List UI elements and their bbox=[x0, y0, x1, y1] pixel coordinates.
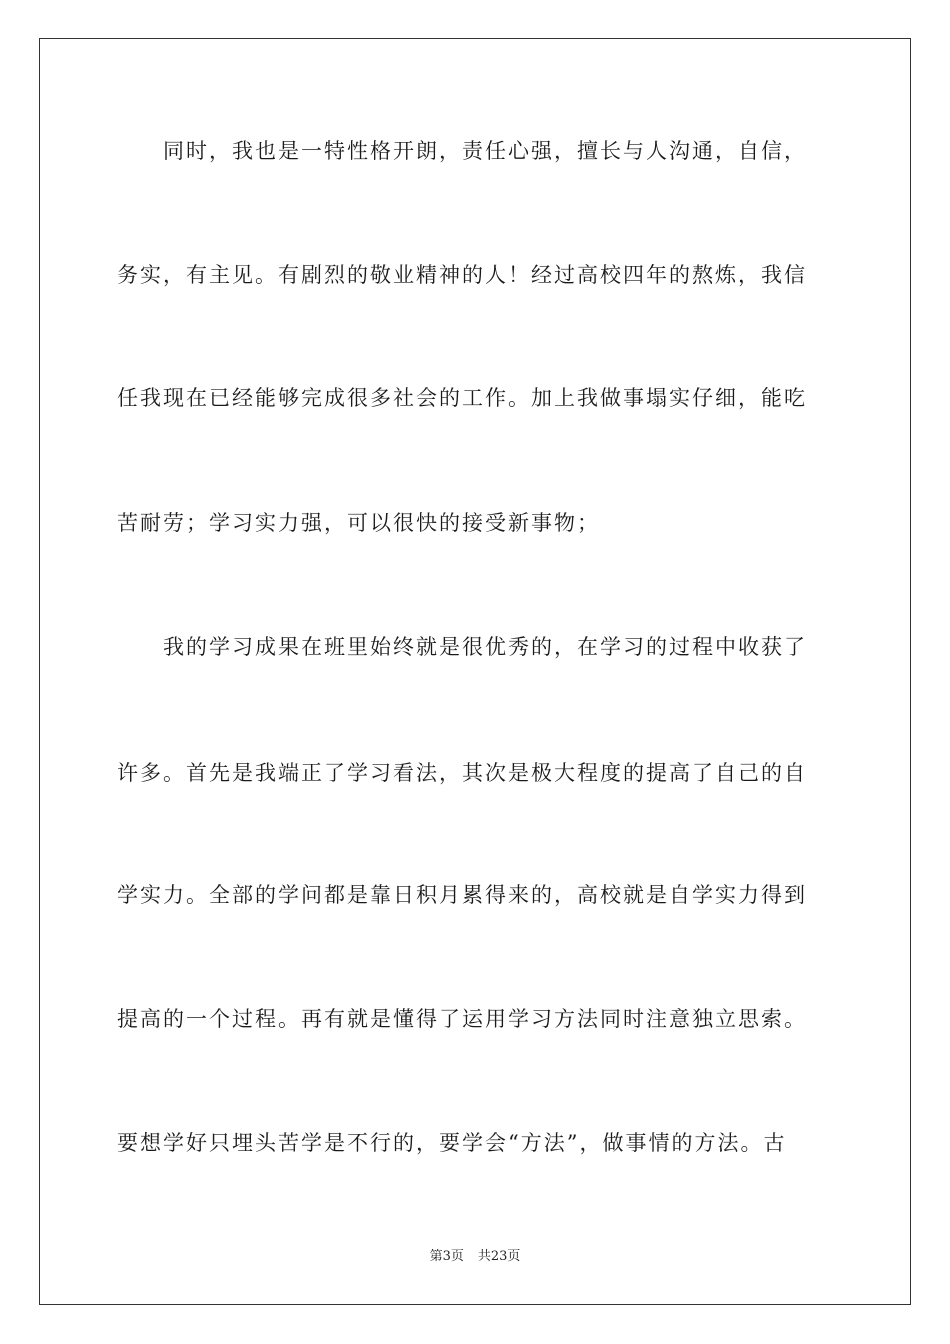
page-footer bbox=[0, 1248, 950, 1266]
body-text-line: 学实力。全部的学问都是靠日积月累得来的，高校就是自学实力得到 bbox=[117, 883, 807, 907]
page-border bbox=[39, 38, 911, 1305]
body-text-line: 任我现在已经能够完成很多社会的工作。加上我做事塌实仔细，能吃 bbox=[117, 386, 807, 410]
body-text-line: 提高的一个过程。再有就是懂得了运用学习方法同时注意独立思索。 bbox=[117, 1007, 807, 1031]
body-text-line: 我的学习成果在班里始终就是很优秀的，在学习的过程中收获了 bbox=[117, 635, 807, 659]
body-text-line: 务实，有主见。有剧烈的敬业精神的人！经过高校四年的熬炼，我信 bbox=[117, 263, 807, 287]
page-number: 第3页 bbox=[429, 1249, 464, 1264]
body-text-line: 要想学好只埋头苦学是不行的，要学会“方法”，做事情的方法。古 bbox=[117, 1131, 787, 1155]
body-text-line: 同时，我也是一特性格开朗，责任心强，擅长与人沟通，自信， bbox=[117, 139, 807, 163]
page-total: 共23页 bbox=[477, 1249, 521, 1264]
body-text-line: 许多。首先是我端正了学习看法，其次是极大程度的提高了自己的自 bbox=[117, 761, 807, 785]
body-text-line: 苦耐劳；学习实力强，可以很快的接受新事物； bbox=[117, 511, 600, 535]
